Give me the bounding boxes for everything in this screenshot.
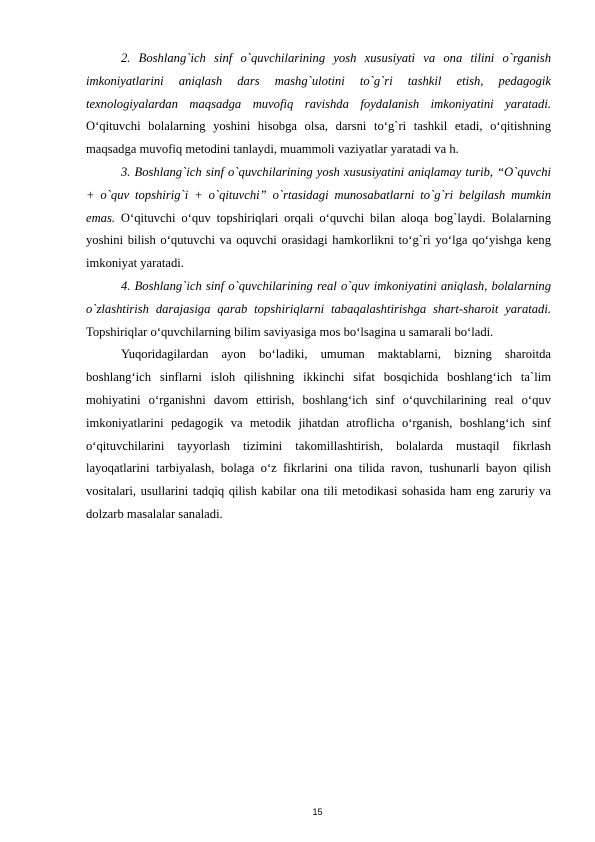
body-text <box>86 47 551 526</box>
paragraph-point-3 <box>86 161 551 275</box>
paragraph-body: O‘qituvchi bolalarning yoshini hisobga olsa, darsni to‘g`ri tashkil etadi, o‘qitishning maqsadga muvofiq metodini tanlaydi, muammoli vaziyatlar yaratadi va h. <box>86 119 551 157</box>
paragraph-lead-italic: 3. Boshlang`ich sinf o`quvchilarining yosh xususiyatini aniqlamay turib, “O`quvchi + o`quv topshirig`i + o`qituvchi” o`rtasidagi munosabatlarni to`g`ri belgilash mumkin emas. <box>86 164 551 225</box>
paragraph-body: O‘qituvchi o‘quv topshiriqlari orqali o‘quvchi bilan aloqa bog`laydi. Bolalarning yoshini bilish o‘qutuvchi va oquvchi orasidagi hamkorlikni to‘g`ri yo‘lga qo‘yishga keng imkoniyat yaratadi. <box>86 210 551 271</box>
paragraph-lead-italic: 4. Boshlang`ich sinf o`quvchilarining real o`quv imkoniyatini aniqlash, bolalarning o`zlashtirish darajasiga qarab topshiriqlarni tabaqalashtirishga shart-sharoit yaratadi. <box>86 278 551 316</box>
paragraph-conclusion <box>86 343 551 525</box>
page-number: 15 <box>312 807 323 817</box>
paragraph-body: Topshiriqlar o‘quvchilarning bilim saviyasiga mos bo‘lsagina u samarali bo‘ladi. <box>86 324 494 339</box>
paragraph-point-2 <box>86 47 551 161</box>
paragraph-point-4 <box>86 275 551 343</box>
paragraph-body: Yuqoridagilardan ayon bo‘ladiki, umuman maktablarni, bizning sharoitda boshlang‘ich sinflarni isloh qilishning ikkinchi sifat bosqichida boshlang‘ich ta`lim mohiyatini o‘rganishni davom ettirish, boshlang‘ich sinf o‘quvchilarining real o‘quv imkoniyatlarini pedagogik va metodik jihatdan atroflicha o‘rganish, boshlang‘ich sinf o‘qituvchilarini tayyorlash tizimini takomillashtirish, bolalarda mustaqil fikrlash layoqatlarini tarbiyalash, bolaga o‘z fikrlarini ona tilida ravon, tushunarli bayon qilish vositalari, usullarini tadqiq qilish kabilar ona tili metodikasi sohasida ham eng zaruriy va dolzarb masalalar sanaladi. <box>86 347 551 521</box>
paragraph-lead-italic: 2. Boshlang`ich sinf o`quvchilarining yosh xususiyati va ona tilini o`rganish imkoniyatlarini aniqlash dars mashg`ulotini to`g`ri tashkil etish, pedagogik texnologiyalardan maqsadga muvofiq ravishda foydalanish imkoniyatini yaratadi. <box>86 51 551 111</box>
